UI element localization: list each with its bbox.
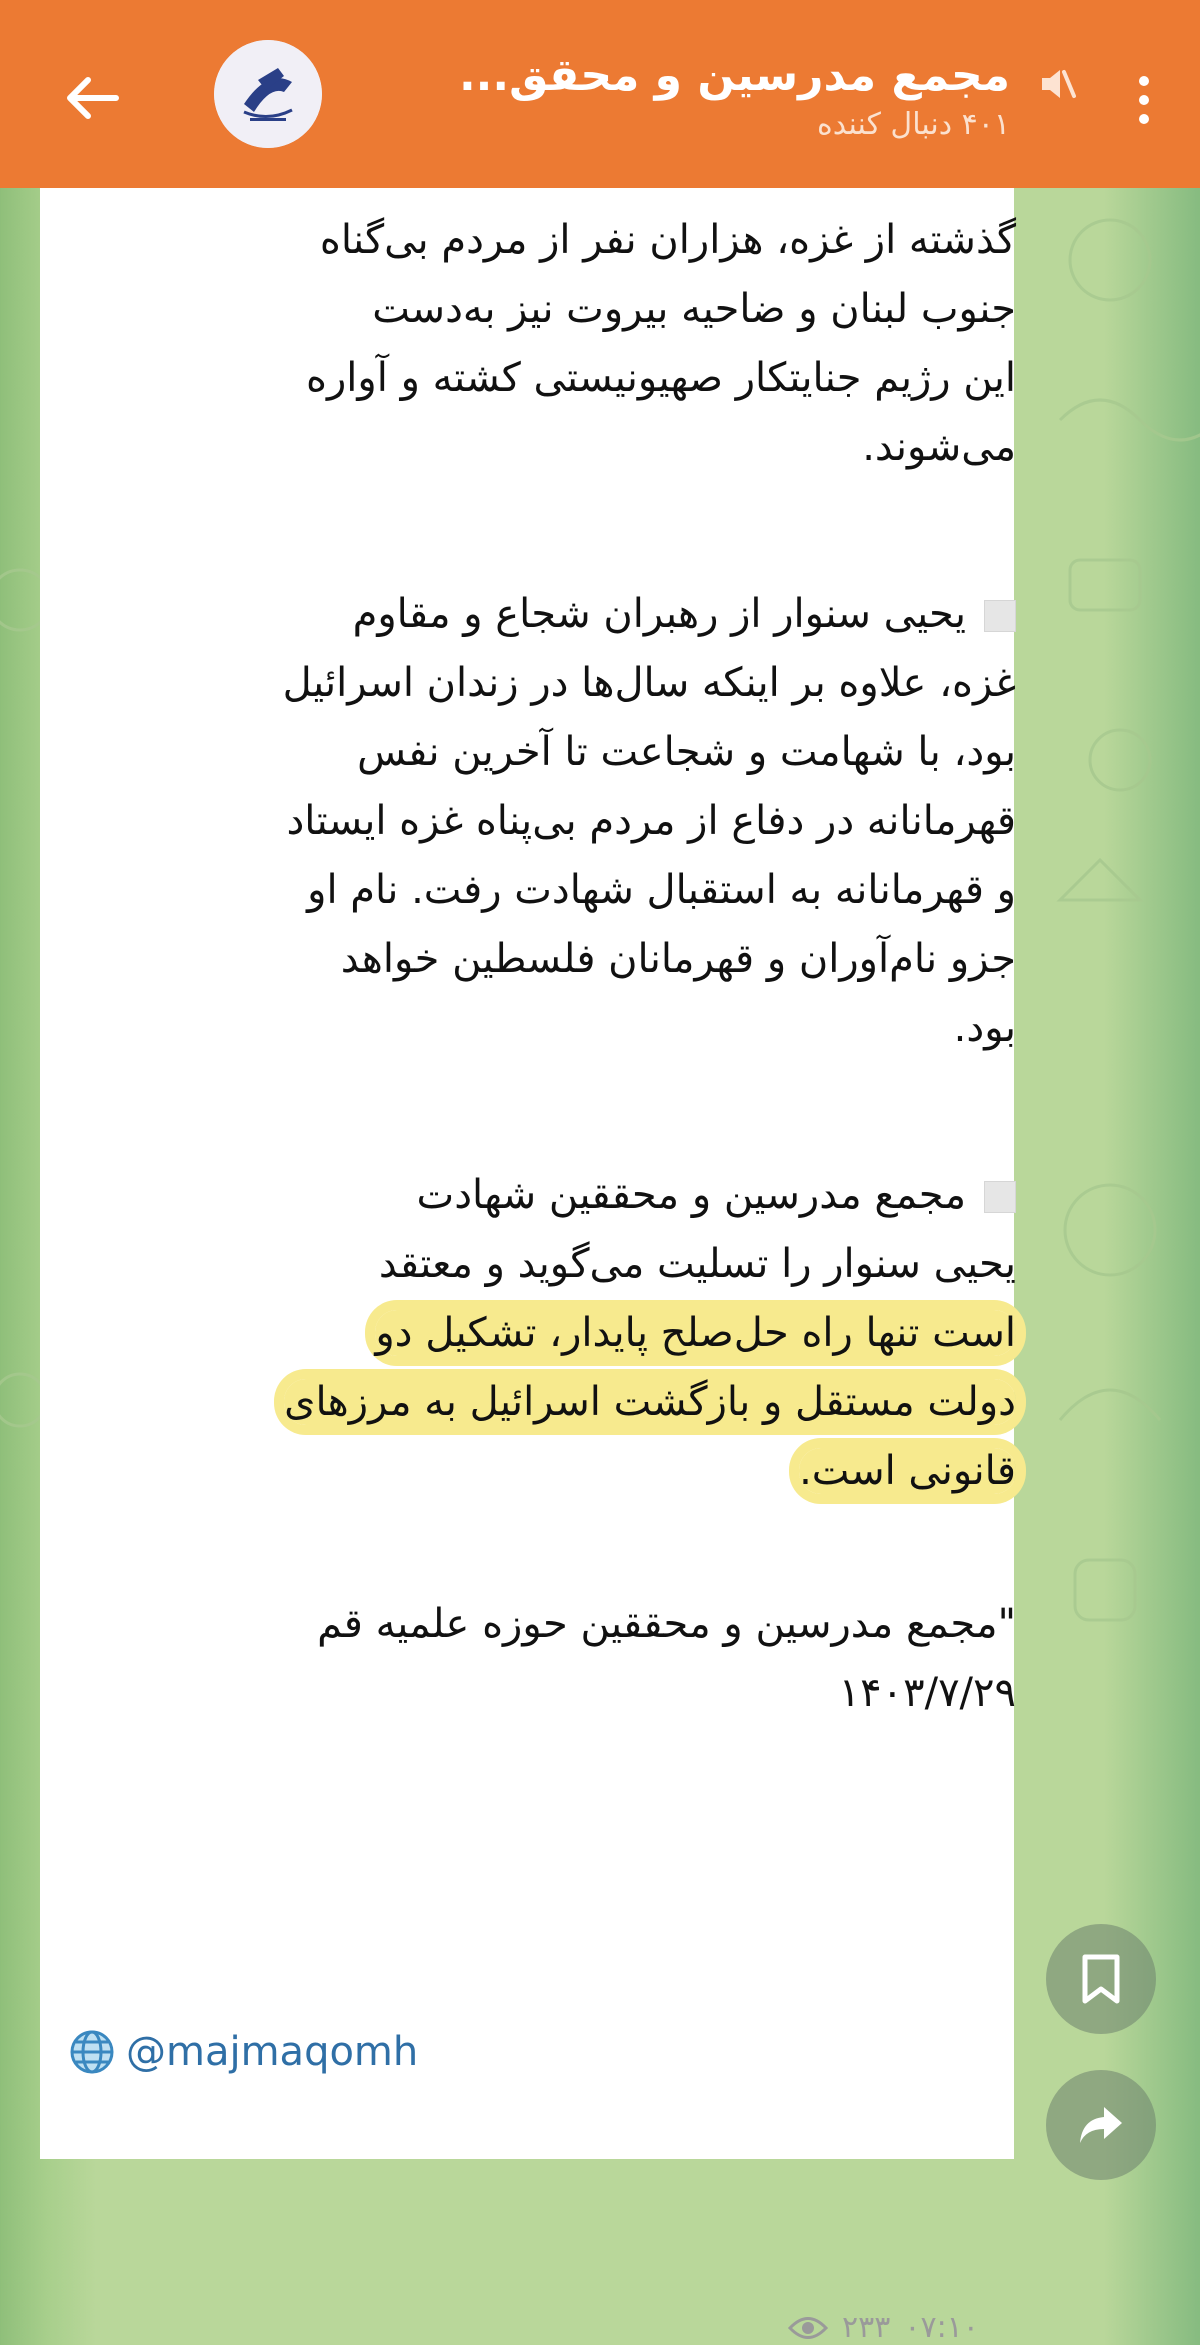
view-count: ۲۳۳ xyxy=(842,2310,891,2345)
channel-header xyxy=(0,0,1200,188)
post-date: ۱۴۰۳/۷/۲۹ xyxy=(838,1670,1016,1716)
signature: "مجمع مدرسین و محققین حوزه علمیه قم xyxy=(317,1601,1016,1647)
text-line: بود. xyxy=(953,1005,1016,1051)
post-meta xyxy=(788,2310,979,2345)
bookmark-icon xyxy=(1079,1953,1123,2005)
text-line: مجمع مدرسین و محققین شهادت xyxy=(76,1161,1016,1230)
post-text xyxy=(76,206,1016,1728)
channel-title: مجمع مدرسین و محقق... xyxy=(458,50,1010,101)
highlighted-line: دولت مستقل و بازگشت اسرائیل به مرزهای xyxy=(284,1379,1016,1425)
follower-count: ۴۰۱ دنبال کننده xyxy=(817,107,1010,142)
highlighted-line: قانونی است. xyxy=(799,1448,1016,1494)
channel-handle: @majmaqomh xyxy=(126,2029,419,2075)
text-line: یحیی سنوار از رهبران شجاع و مقاوم xyxy=(76,580,1016,649)
post-time: ۰۷:۱۰ xyxy=(904,2310,979,2345)
channel-handle-link[interactable] xyxy=(68,2028,418,2076)
text-line: می‌شوند. xyxy=(862,424,1016,470)
share-button[interactable] xyxy=(1046,2070,1156,2180)
highlighted-line: است تنها راه حل‌صلح پایدار، تشکیل دو xyxy=(375,1310,1016,1356)
more-options-button[interactable] xyxy=(1114,60,1174,140)
text-line: و قهرمانانه به استقبال شهادت رفت. نام او xyxy=(307,867,1016,913)
channel-logo xyxy=(214,40,322,148)
share-forward-icon xyxy=(1076,2103,1126,2147)
text-line: بود، با شهامت و شجاعت تا آخرین نفس xyxy=(357,729,1016,775)
bullet-square-icon xyxy=(984,1181,1016,1213)
channel-title-block[interactable] xyxy=(310,50,1010,142)
more-vertical-icon xyxy=(1139,76,1149,86)
muted-speaker-icon xyxy=(1034,62,1078,106)
text-line: جزو نام‌آوران و قهرمانان فلسطین خواهد xyxy=(340,936,1016,982)
text-line: گذشته از غزه، هزاران نفر از مردم بی‌گناه xyxy=(319,217,1016,263)
bullet-square-icon xyxy=(984,600,1016,632)
arrow-left-icon xyxy=(64,76,120,120)
text-line: این رژیم جنایتکار صهیونیستی کشته و آواره xyxy=(306,355,1016,401)
channel-post-bubble xyxy=(40,188,1016,2345)
bookmark-button[interactable] xyxy=(1046,1924,1156,2034)
back-button[interactable] xyxy=(52,58,132,138)
text-line: قهرمانانه در دفاع از مردم بی‌پناه غزه ایستاد xyxy=(286,798,1016,844)
text-line: غزه، علاوه بر اینکه سال‌ها در زندان اسرائیل xyxy=(282,660,1016,706)
channel-avatar[interactable] xyxy=(214,40,322,148)
eye-icon xyxy=(788,2315,828,2341)
globe-icon xyxy=(68,2028,116,2076)
text-line: یحیی سنوار را تسلیت می‌گوید و معتقد xyxy=(378,1241,1016,1287)
text-line: جنوب لبنان و ضاحیه بیروت نیز به‌دست xyxy=(372,286,1016,332)
